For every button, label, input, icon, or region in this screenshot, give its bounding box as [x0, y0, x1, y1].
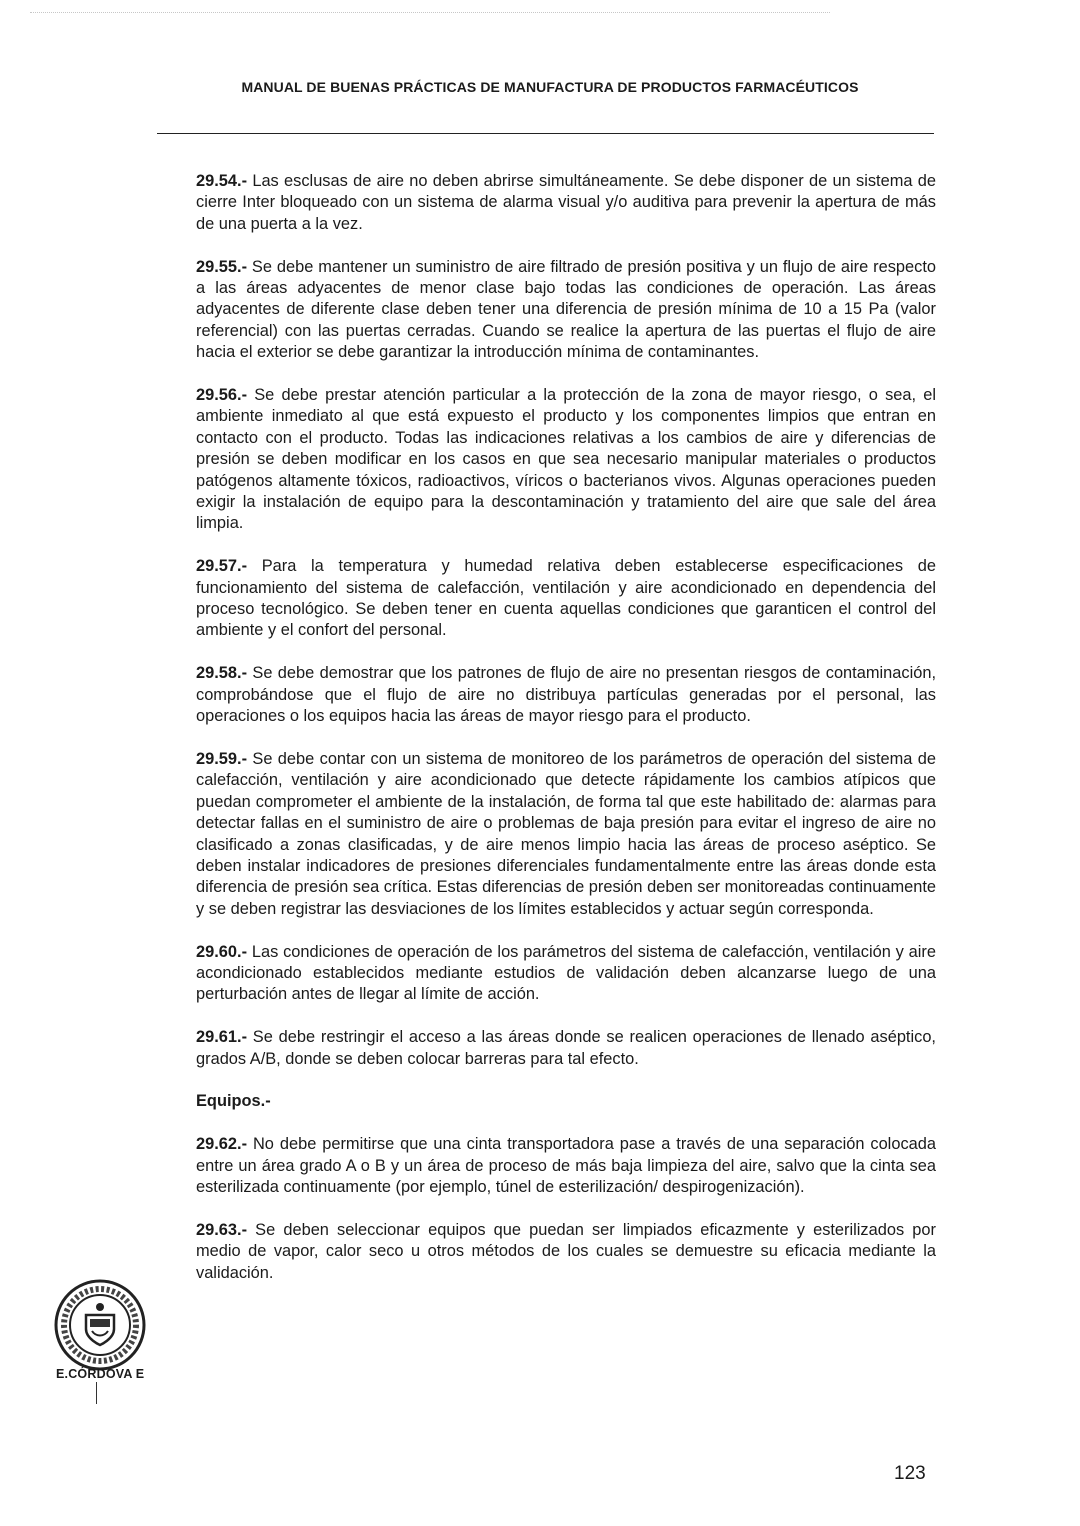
paragraph-number: 29.63.-	[196, 1220, 248, 1239]
header-divider	[157, 133, 934, 134]
paragraph-text: Se debe contar con un sistema de monitoreo de los parámetros de operación del sistema de calefacción, ventilación y aire acondicionado que detecte rápidamente los cambios atípicos que puedan comprometer el ambiente de la instalación, de forma tal que este habilitado de: alarmas para detectar fallas en el suministro de aire o problemas de baja presión para evitar el ingreso de aire no clasificado a zonas clasificadas, y de aire menos limpio hacia las áreas de proceso aséptico. Se deben instalar indicadores de presiones diferenciales fundamentalmente entre las áreas donde esta diferencia de presión sea crítica. Estas diferencias de presión deben ser monitoreadas continuamente y se deben registrar las desviaciones de los límites establecidos y actuar según corresponda.	[196, 749, 936, 918]
paragraph-29-55	[196, 257, 936, 364]
paragraph-text: Las esclusas de aire no deben abrirse simultáneamente. Se debe disponer de un sistema de cierre Inter bloqueado con un sistema de alarma visual y/o auditiva para prevenir la apertura de más de una puerta a la vez.	[196, 172, 936, 233]
paragraph-29-61	[196, 1027, 936, 1070]
paragraph-number: 29.60.-	[196, 942, 248, 961]
main-content	[196, 171, 936, 1305]
paragraph-29-60	[196, 942, 936, 1006]
paragraph-text: Las condiciones de operación de los parámetros del sistema de calefacción, ventilación y aire acondicionado establecidos mediante estudios de validación deben alcanzarse luego de una perturbación antes de llegar al límite de acción.	[196, 942, 936, 1004]
paragraph-number: 29.54.-	[196, 172, 248, 190]
official-seal-icon	[52, 1275, 148, 1375]
paragraph-text: Para la temperatura y humedad relativa deben establecerse especificaciones de funcionamiento del sistema de calefacción, ventilación y aire acondicionado en dependencia del proceso tecnológico. Se deben tener en cuenta aquellas condiciones que garanticen el control del ambiente y el confort del personal.	[196, 557, 936, 640]
paragraph-29-63	[196, 1220, 936, 1284]
paragraph-29-62	[196, 1134, 936, 1198]
paragraph-number: 29.57.-	[196, 557, 248, 576]
paragraph-text: No debe permitirse que una cinta transportadora pase a través de una separación colocada entre un área grado A o B y un área de proceso de más baja limpieza del aire, salvo que la cinta sea esterilizada continuamente (por ejemplo, túnel de esterilización/ despirogenización).	[196, 1135, 936, 1196]
section-heading-equipos: Equipos.-	[196, 1092, 271, 1111]
paragraph-number: 29.56.-	[196, 386, 248, 405]
paragraph-29-54	[196, 171, 936, 235]
paragraph-29-56	[196, 385, 936, 535]
signature-stroke	[96, 1382, 97, 1404]
paragraph-number: 29.59.-	[196, 749, 248, 768]
page-header-title: MANUAL DE BUENAS PRÁCTICAS DE MANUFACTURA DE PRODUCTOS FARMACÉUTICOS	[241, 79, 859, 95]
paragraph-number: 29.55.-	[196, 257, 248, 276]
paragraph-29-57	[196, 556, 936, 642]
paragraph-text: Se debe prestar atención particular a la protección de la zona de mayor riesgo, o sea, el ambiente inmediato al que está expuesto el producto y los componentes limpios que entran en contacto con el producto. Todas las indicaciones relativas a los cambios de aire y diferencias de presión se deben modificar en los casos en que sea necesario manipular materiales o productos patógenos altamente tóxicos, radioactivos, víricos o bacterianos vivos. Algunas operaciones pueden exigir la instalación de equipo para la descontaminación y tratamiento del aire que sale del área limpia.	[196, 386, 936, 533]
scan-artifact-line	[30, 12, 830, 19]
paragraph-29-58	[196, 663, 936, 727]
paragraph-number: 29.58.-	[196, 664, 248, 683]
paragraph-number: 29.61.-	[196, 1028, 248, 1047]
paragraph-text: Se debe mantener un suministro de aire filtrado de presión positiva y un flujo de aire respecto a las áreas adyacentes de menor clase bajo todas las condiciones de operación. Las áreas adyacentes de diferente clase deben tener una diferencia de presión mínima de 10 a 15 Pa (valor referencial) con las puertas cerradas. Cuando se realice la apertura de las puertas el flujo de aire hacia el exterior se debe garantizar la introducción mínima de contaminantes.	[196, 257, 936, 362]
paragraph-text: Se deben seleccionar equipos que puedan ser limpiados eficazmente y esterilizados por medio de vapor, calor seco u otros métodos de los cuales se demuestre su eficacia mediante la validación.	[196, 1220, 936, 1282]
paragraph-text: Se debe demostrar que los patrones de flujo de aire no presentan riesgos de contaminación, comprobándose que el flujo de aire no distribuya partículas generadas por el personal, las operaciones o los equipos hacia las áreas de mayor riesgo para el producto.	[196, 664, 936, 726]
paragraph-number: 29.62.-	[196, 1135, 248, 1154]
paragraph-text: Se debe restringir el acceso a las áreas donde se realicen operaciones de llenado aséptico, grados A/B, donde se deben colocar barreras para tal efecto.	[196, 1028, 936, 1068]
signature-name: E.CÓRDOVA E	[56, 1367, 145, 1381]
page-number: 123	[894, 1463, 926, 1484]
paragraph-29-59	[196, 749, 936, 920]
